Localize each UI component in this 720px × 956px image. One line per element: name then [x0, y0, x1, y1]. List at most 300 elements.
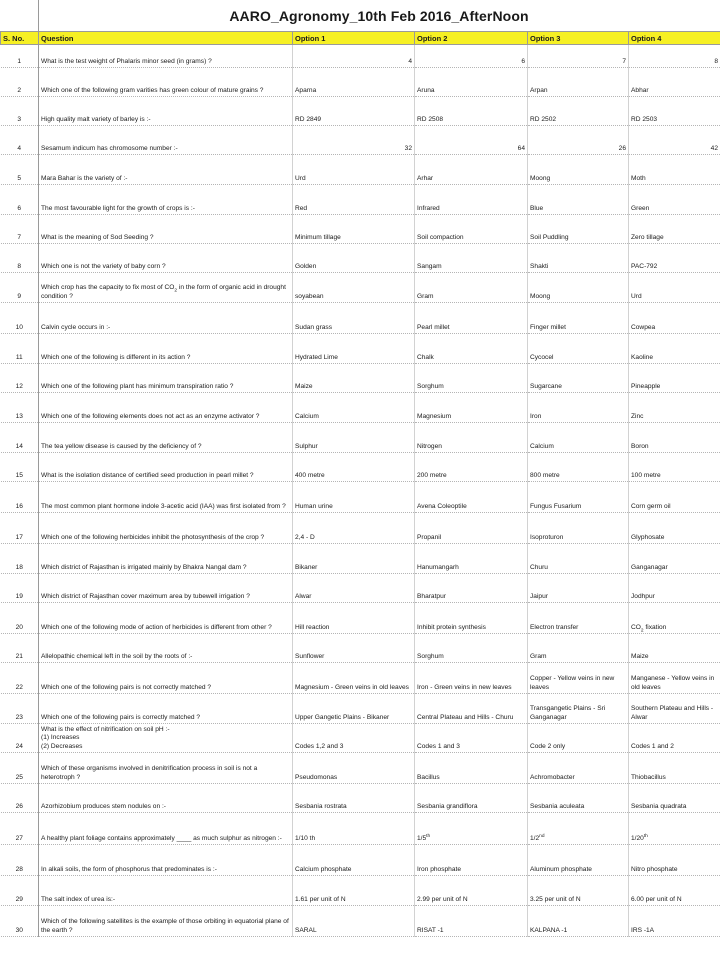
option-2-text: Aruna [417, 86, 435, 94]
option-3-text: Electron transfer [530, 623, 579, 631]
option-4-cell [629, 634, 720, 663]
option-1-text: Hydrated Lime [295, 353, 338, 361]
option-3-cell [528, 845, 629, 876]
serial-number: 13 [15, 412, 23, 420]
question-text: Mara Bahar is the variety of :- [41, 174, 128, 182]
option-1-text: RD 2849 [295, 115, 322, 123]
option-3-cell [528, 482, 629, 513]
option-1-text: Human urine [295, 502, 333, 510]
option-2-text: Inhibit protein synthesis [417, 623, 486, 631]
option-1-cell [293, 303, 415, 334]
question-text: Which crop has the capacity to fix most of CO [41, 284, 175, 292]
option-3-cell [528, 574, 629, 603]
option-3-text: Blue [530, 204, 544, 212]
question-cell [39, 724, 293, 753]
question-text: Which one of the following herbicides inhibit the photosynthesis of the crop ? [41, 533, 265, 541]
question-text: What is the effect of nitrification on soil pH :- [41, 725, 170, 733]
option-3-superscript: nd [539, 833, 545, 839]
question-cell [39, 784, 293, 813]
option-2-text: Soil compaction [417, 233, 464, 241]
option-1-cell [293, 155, 415, 185]
option-2-cell [415, 393, 528, 423]
serial-number: 26 [15, 802, 23, 810]
option-3-cell [528, 126, 629, 155]
question-cell [39, 45, 293, 68]
option-3-text: Shakti [530, 262, 549, 270]
question-text: Calvin cycle occurs in :- [41, 323, 111, 331]
option-2-cell [415, 544, 528, 574]
question-text: The most favourable light for the growth of crops is :- [41, 204, 195, 212]
option-1-cell [293, 544, 415, 574]
option-3-cell [528, 603, 629, 634]
table-row [1, 393, 720, 423]
question-text: Which one of the following plant has minimum transpiration ratio ? [41, 382, 234, 390]
option-4-cell [629, 244, 720, 273]
option-1-cell [293, 753, 415, 784]
question-text: Sesamum indicum has chromosome number :- [41, 144, 178, 152]
option-4-text: PAC-792 [631, 262, 658, 270]
option-1-text: SARAL [295, 926, 317, 934]
option-2-cell [415, 603, 528, 634]
serial-number-cell [1, 364, 39, 393]
option-3-cell [528, 97, 629, 126]
header-option-1: Option 1 [293, 32, 415, 45]
option-4-text: Green [631, 204, 650, 212]
option-2-cell [415, 813, 528, 845]
option-2-cell [415, 906, 528, 937]
option-1-text: Maize [295, 382, 313, 390]
option-3-cell [528, 906, 629, 937]
option-3-text: 7 [622, 57, 626, 65]
option-1-cell [293, 513, 415, 544]
question-text: The salt index of urea is:- [41, 895, 116, 903]
serial-number: 9 [17, 292, 22, 300]
option-4-text: 42 [710, 144, 718, 152]
option-4-cell [629, 574, 720, 603]
option-3-cell [528, 544, 629, 574]
option-4-text: Southern Plateau and Hills - Alwar [631, 705, 714, 721]
option-1-cell [293, 482, 415, 513]
question-text: Which of these organisms involved in denitrification process in soil is not a heterotroph ? [41, 765, 258, 781]
question-cell [39, 126, 293, 155]
question-cell [39, 453, 293, 482]
question-cell [39, 68, 293, 97]
option-1-cell [293, 68, 415, 97]
option-1-cell [293, 185, 415, 215]
option-1-text: 1/10 th [295, 834, 316, 842]
option-3-text: Iron [530, 412, 542, 420]
option-3-cell [528, 513, 629, 544]
question-cell [39, 906, 293, 937]
option-4-text: Corn germ oil [631, 502, 671, 510]
question-text: Which one of the following is different in its action ? [41, 353, 191, 361]
option-1-cell [293, 393, 415, 423]
header-option-3: Option 3 [528, 32, 629, 45]
option-4-text: Glyphosate [631, 533, 665, 541]
serial-number: 27 [15, 834, 23, 842]
serial-number-cell [1, 603, 39, 634]
option-2-cell [415, 68, 528, 97]
option-3-text: Jaipur [530, 592, 548, 600]
serial-number: 28 [15, 865, 23, 873]
option-3-cell [528, 393, 629, 423]
serial-number-cell [1, 663, 39, 694]
option-4-cell [629, 544, 720, 574]
option-2-text: 1/5 [417, 834, 427, 842]
option-4-cell [629, 513, 720, 544]
option-2-cell [415, 97, 528, 126]
question-text: The tea yellow disease is caused by the deficiency of ? [41, 442, 202, 450]
option-1-cell [293, 364, 415, 393]
serial-number-cell [1, 753, 39, 784]
option-2-text: Avena Coleoptile [417, 502, 467, 510]
question-text: The most common plant hormone indole 3-acetic acid (IAA) was first isolated from ? [41, 502, 286, 510]
question-text: A healthy plant foliage contains approximately ____ as much sulphur as nitrogen :- [41, 834, 282, 842]
serial-number-cell [1, 574, 39, 603]
option-4-text: Maize [631, 652, 649, 660]
serial-number: 17 [15, 533, 23, 541]
table-row [1, 126, 720, 155]
option-4-cell [629, 185, 720, 215]
option-2-text: Iron phosphate [417, 865, 461, 873]
option-1-text: Calcium phosphate [295, 865, 352, 873]
serial-number: 5 [17, 174, 22, 182]
option-3-cell [528, 364, 629, 393]
option-1-text: Red [295, 204, 308, 212]
option-4-cell [629, 813, 720, 845]
option-2-cell [415, 453, 528, 482]
option-2-cell [415, 724, 528, 753]
option-1-cell [293, 906, 415, 937]
option-2-text: Nitrogen [417, 442, 442, 450]
option-2-text: Central Plateau and Hills - Churu [417, 713, 514, 721]
option-2-text: 200 metre [417, 471, 447, 479]
table-row [1, 906, 720, 937]
table-row [1, 813, 720, 845]
option-2-text: RISAT -1 [417, 926, 444, 934]
option-4-cell [629, 423, 720, 453]
option-3-cell [528, 876, 629, 906]
option-3-text: Sugarcane [530, 382, 562, 390]
option-3-text: Gram [530, 652, 547, 660]
option-2-cell [415, 334, 528, 364]
option-2-cell [415, 784, 528, 813]
table-row [1, 634, 720, 663]
option-3-text: 800 metre [530, 471, 560, 479]
option-1-cell [293, 126, 415, 155]
option-3-cell [528, 813, 629, 845]
option-4-cell [629, 724, 720, 753]
option-2-text: Sangam [417, 262, 442, 270]
option-4-text: Nitro phosphate [631, 865, 678, 873]
option-4-text: 100 metre [631, 471, 661, 479]
option-1-text: Hill reaction [295, 623, 330, 631]
serial-number: 21 [15, 652, 23, 660]
option-3-text: Soil Puddling [530, 233, 569, 241]
option-3-cell [528, 724, 629, 753]
serial-number-cell [1, 185, 39, 215]
serial-number-cell [1, 97, 39, 126]
option-4-text: Abhar [631, 86, 649, 94]
question-cell [39, 694, 293, 724]
serial-number-cell [1, 453, 39, 482]
option-3-cell [528, 244, 629, 273]
serial-number: 7 [17, 233, 22, 241]
serial-number: 6 [17, 204, 22, 212]
option-3-cell [528, 334, 629, 364]
table-row [1, 185, 720, 215]
option-1-cell [293, 453, 415, 482]
option-4-cell [629, 753, 720, 784]
question-cell [39, 97, 293, 126]
option-2-text: Magnesium [417, 412, 452, 420]
option-1-cell [293, 97, 415, 126]
option-2-cell [415, 215, 528, 244]
option-1-cell [293, 634, 415, 663]
serial-number-cell [1, 334, 39, 364]
serial-number-cell [1, 244, 39, 273]
option-4-cell [629, 603, 720, 634]
table-row [1, 453, 720, 482]
serial-number-cell [1, 513, 39, 544]
option-3-text: Code 2 only [530, 742, 566, 750]
table-row [1, 876, 720, 906]
question-text: High quality malt variety of barley is :- [41, 115, 151, 123]
option-1-cell [293, 334, 415, 364]
option-3-cell [528, 634, 629, 663]
option-1-text: 400 metre [295, 471, 325, 479]
sheet-title: AARO_Agronomy_10th Feb 2016_AfterNoon [229, 8, 529, 24]
option-4-cell [629, 453, 720, 482]
question-text: Which one of the following mode of action of herbicides is different from other ? [41, 623, 272, 631]
question-cell [39, 393, 293, 423]
title-row [0, 0, 720, 32]
option-1-text: Sulphur [295, 442, 318, 450]
option-3-cell [528, 215, 629, 244]
question-text: What is the test weight of Phalaris minor seed (in grams) ? [41, 57, 212, 65]
option-2-text: 6 [521, 57, 525, 65]
option-3-cell [528, 453, 629, 482]
option-3-text: Calcium [530, 442, 554, 450]
option-1-text: Sudan grass [295, 323, 333, 331]
table-row [1, 97, 720, 126]
option-4-cell [629, 845, 720, 876]
serial-number: 10 [15, 323, 23, 331]
option-2-cell [415, 185, 528, 215]
option-4-text: Zinc [631, 412, 644, 420]
option-2-cell [415, 126, 528, 155]
question-cell [39, 845, 293, 876]
option-3-cell [528, 663, 629, 694]
option-3-cell [528, 423, 629, 453]
table-body [1, 45, 720, 937]
option-4-cell [629, 334, 720, 364]
question-cell [39, 813, 293, 845]
option-4-cell [629, 694, 720, 724]
serial-number: 25 [15, 773, 23, 781]
option-3-cell [528, 273, 629, 303]
serial-number-cell [1, 303, 39, 334]
serial-number-cell [1, 423, 39, 453]
serial-number-cell [1, 68, 39, 97]
option-2-text: 2.99 per unit of N [417, 895, 468, 903]
option-1-text: Sesbania rostrata [295, 802, 347, 810]
header-sno: S. No. [1, 32, 39, 45]
option-2-text: Pearl millet [417, 323, 450, 331]
option-2-cell [415, 423, 528, 453]
table-row [1, 155, 720, 185]
serial-number-cell [1, 126, 39, 155]
serial-number-cell [1, 906, 39, 937]
table-row [1, 334, 720, 364]
option-2-text: Propanil [417, 533, 442, 541]
question-text: Which district of Rajasthan cover maximum area by tubewell irrigation ? [41, 592, 250, 600]
option-2-superscript: th [426, 833, 431, 839]
option-2-text: Gram [417, 292, 434, 300]
question-text: Azorhizobium produces stem nodules on :- [41, 802, 166, 810]
option-3-text: Aluminum phosphate [530, 865, 592, 873]
question-table [0, 31, 720, 937]
option-4-text: Boron [631, 442, 649, 450]
header-row [1, 32, 720, 45]
serial-number-cell [1, 482, 39, 513]
serial-number: 8 [17, 262, 22, 270]
title-left-cell [0, 0, 39, 31]
table-row [1, 513, 720, 544]
option-4-text: Urd [631, 292, 642, 300]
option-4-subscript: 2 [640, 627, 644, 633]
serial-number-cell [1, 273, 39, 303]
table-row [1, 244, 720, 273]
option-2-cell [415, 634, 528, 663]
option-4-cell [629, 45, 720, 68]
option-2-cell [415, 303, 528, 334]
option-2-cell [415, 482, 528, 513]
header-question: Question [39, 32, 293, 45]
table-row [1, 753, 720, 784]
serial-number: 11 [15, 353, 23, 361]
question-text: In alkali soils, the form of phosphorus that predominates is :- [41, 865, 217, 873]
option-3-text: Sesbania aculeata [530, 802, 585, 810]
option-3-text: Copper - Yellow veins in new leaves [530, 675, 615, 691]
option-1-cell [293, 215, 415, 244]
option-2-text: 64 [517, 144, 525, 152]
table-row [1, 663, 720, 694]
option-3-text: Achromobacter [530, 773, 575, 781]
option-1-cell [293, 724, 415, 753]
option-4-text: 6.00 per unit of N [631, 895, 682, 903]
option-1-text: Sunflower [295, 652, 325, 660]
option-4-cell [629, 906, 720, 937]
option-2-text: Bharatpur [417, 592, 446, 600]
option-2-cell [415, 513, 528, 544]
table-row [1, 845, 720, 876]
option-4-text: Zero tillage [631, 233, 664, 241]
option-1-text: Urd [295, 174, 306, 182]
question-cell [39, 513, 293, 544]
question-text: Which of the following satellites is the example of those orbiting in equatorial plane of the earth ? [41, 918, 289, 934]
option-3-text: 1/2 [530, 834, 540, 842]
question-text: Allelopathic chemical left in the soil by the roots of :- [41, 652, 193, 660]
option-2-cell [415, 364, 528, 393]
option-1-text: Bikaner [295, 563, 318, 571]
option-1-text: Codes 1,2 and 3 [295, 742, 344, 750]
option-3-text: Moong [530, 292, 551, 300]
option-4-text: Jodhpur [631, 592, 655, 600]
option-4-cell [629, 784, 720, 813]
serial-number: 4 [17, 144, 22, 152]
serial-number-cell [1, 634, 39, 663]
table-row [1, 423, 720, 453]
option-1-text: 2,4 - D [295, 533, 315, 541]
option-4-text: Kaoline [631, 353, 653, 361]
serial-number: 23 [15, 713, 23, 721]
serial-number-cell [1, 694, 39, 724]
serial-number: 30 [15, 926, 23, 934]
question-text: What is the isolation distance of certified seed production in pearl millet ? [41, 471, 254, 479]
question-cell [39, 155, 293, 185]
option-1-cell [293, 244, 415, 273]
table-row [1, 724, 720, 753]
option-4-text: CO [631, 623, 641, 631]
option-1-cell [293, 273, 415, 303]
serial-number: 15 [15, 471, 23, 479]
option-3-text: Transgangetic Plains - Sri Ganganagar [530, 705, 606, 721]
option-4-superscript: th [643, 833, 648, 839]
table-row [1, 544, 720, 574]
option-1-cell [293, 876, 415, 906]
serial-number-cell [1, 45, 39, 68]
option-4-cell [629, 273, 720, 303]
option-3-text: Churu [530, 563, 548, 571]
option-3-cell [528, 303, 629, 334]
option-3-text: Fungus Fusarium [530, 502, 582, 510]
table-row [1, 482, 720, 513]
option-2-text: Codes 1 and 3 [417, 742, 460, 750]
table-row [1, 694, 720, 724]
option-2-cell [415, 753, 528, 784]
serial-number-cell [1, 215, 39, 244]
question-text: Which one of the following elements does not act as an enzyme activator ? [41, 412, 260, 420]
table-row [1, 68, 720, 97]
option-4-cell [629, 215, 720, 244]
option-1-text: 1.61 per unit of N [295, 895, 346, 903]
question-cell [39, 634, 293, 663]
table-row [1, 215, 720, 244]
option-4-cell [629, 482, 720, 513]
option-3-text: Moong [530, 174, 551, 182]
option-1-cell [293, 784, 415, 813]
option-1-cell [293, 603, 415, 634]
question-cell [39, 423, 293, 453]
question-cell [39, 753, 293, 784]
option-1-cell [293, 694, 415, 724]
option-2-text: Sorghum [417, 652, 444, 660]
option-3-text: Isoproturon [530, 533, 564, 541]
option-4-text: Moth [631, 174, 646, 182]
serial-number-cell [1, 784, 39, 813]
serial-number: 1 [17, 57, 22, 65]
option-4-cell [629, 303, 720, 334]
question-text: Which one is not the variety of baby corn ? [41, 262, 166, 270]
option-1-cell [293, 845, 415, 876]
option-1-cell [293, 423, 415, 453]
option-2-text: Chalk [417, 353, 434, 361]
option-4-cell [629, 97, 720, 126]
question-cell [39, 244, 293, 273]
question-cell [39, 215, 293, 244]
option-4-cell [629, 126, 720, 155]
